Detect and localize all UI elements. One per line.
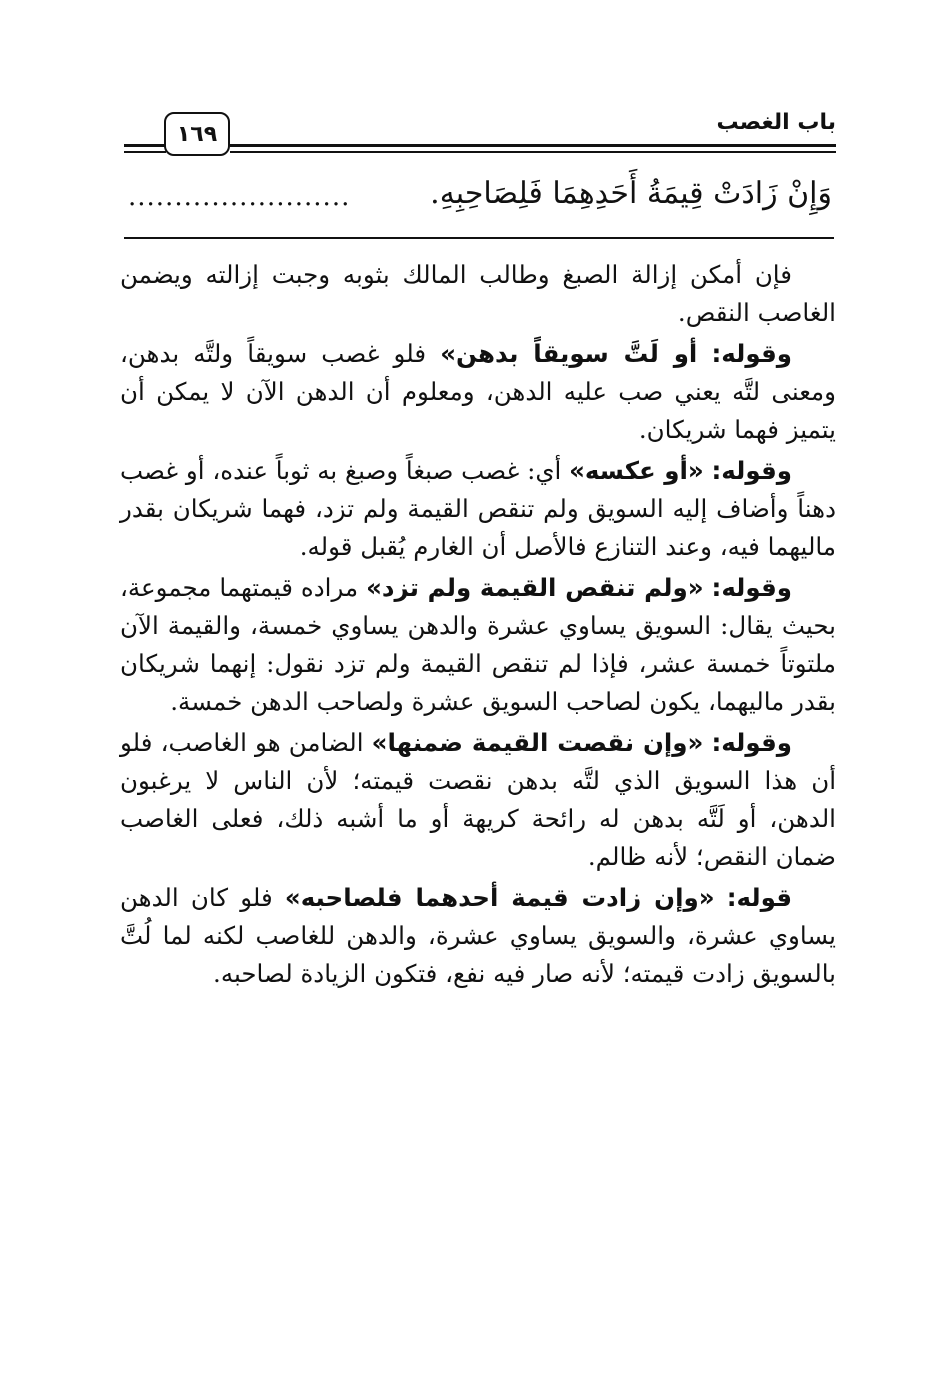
- quoted-phrase: «أو عكسه»: [569, 456, 704, 485]
- chapter-title: باب الغصب: [716, 110, 836, 135]
- paragraph: [120, 335, 836, 449]
- matn-line: [124, 172, 836, 226]
- paragraph-text: أي: غصب صبغاً وصبغ به ثوباً عنده، أو غصب دهناً وأضاف إليه السويق ولم تنقص القيمة ولم تزد، فهما شريكان بقدر ماليهما فيه، وعند التنازع فالأصل أن الغارم يُقبل قوله.: [120, 456, 836, 561]
- paragraph-text: الضامن هو الغاصب، فلو أن هذا السويق الذي لتَّه بدهن نقصت قيمته؛ لأن الناس لا يرغبون الدهن، أو لَتَّه بدهن له رائحة كريهة أو ما أشبه ذلك، فعلى الغاصب ضمان النقص؛ لأنه ظالم.: [120, 728, 836, 871]
- commentary-body: [120, 256, 836, 993]
- quoted-phrase: أو لَتَّ سويقاً بدهن»: [440, 339, 698, 368]
- page-number: ١٦٩: [176, 121, 218, 147]
- quoted-phrase: «وإن نقصت القيمة ضمنها»: [371, 728, 704, 757]
- qawluh-label: وقوله:: [711, 456, 792, 485]
- page-number-box: [164, 112, 230, 156]
- paragraph: [120, 724, 836, 876]
- header-rule-left-thin: [124, 151, 166, 153]
- paragraph-text: فإن أمكن إزالة الصبغ وطالب المالك بثوبه وجبت إزالته ويضمن الغاصب النقص.: [120, 260, 836, 327]
- header-rule-left-thick: [124, 144, 166, 147]
- quoted-phrase: «ولم تنقص القيمة ولم تزد»: [366, 573, 704, 602]
- matn-dots: ........................: [128, 182, 351, 212]
- paragraph: [120, 569, 836, 721]
- paragraph-text: مراده قيمتهما مجموعة، بحيث يقال: السويق يساوي عشرة والدهن يساوي خمسة، والقيمة الآن ملتوتاً خمسة عشر، فإذا لم تنقص القيمة ولم تزد نقول: إنهما شريكان بقدر ماليهما، يكون لصاحب السويق عشرة ولصاحب الدهن خمسة.: [120, 573, 836, 716]
- paragraph-text: فلو غصب سويقاً ولتَّه بدهن، ومعنى لتَّه يعني صب عليه الدهن، ومعلوم أن الدهن الآن لا يمكن أن يتميز فهما شريكان.: [120, 339, 836, 444]
- paragraph: [120, 452, 836, 566]
- header-rule-thick: [230, 144, 836, 147]
- qawluh-label: وقوله:: [711, 728, 792, 757]
- qawluh-label: وقوله:: [711, 573, 793, 602]
- paragraph-text: فلو كان الدهن يساوي عشرة، والسويق يساوي عشرة، والدهن للغاصب لكنه لما لُتَّ بالسويق زادت قيمته؛ لأنه صار فيه نفع، فتكون الزيادة لصاحبه.: [120, 883, 836, 988]
- matn-text: وَإِنْ زَادَتْ قِيمَةُ أَحَدِهِمَا فَلِصَاحِبِهِ.: [430, 176, 832, 211]
- matn-divider: [124, 237, 834, 239]
- quoted-phrase: «وإن زادت قيمة أحدهما فلصاحبه»: [284, 883, 715, 912]
- qawluh-label: وقوله:: [711, 339, 792, 368]
- page-header: [118, 108, 836, 158]
- paragraph: [120, 256, 836, 332]
- qawluh-label: قوله:: [726, 883, 792, 912]
- paragraph: [120, 879, 836, 993]
- header-rule-thin: [230, 151, 836, 153]
